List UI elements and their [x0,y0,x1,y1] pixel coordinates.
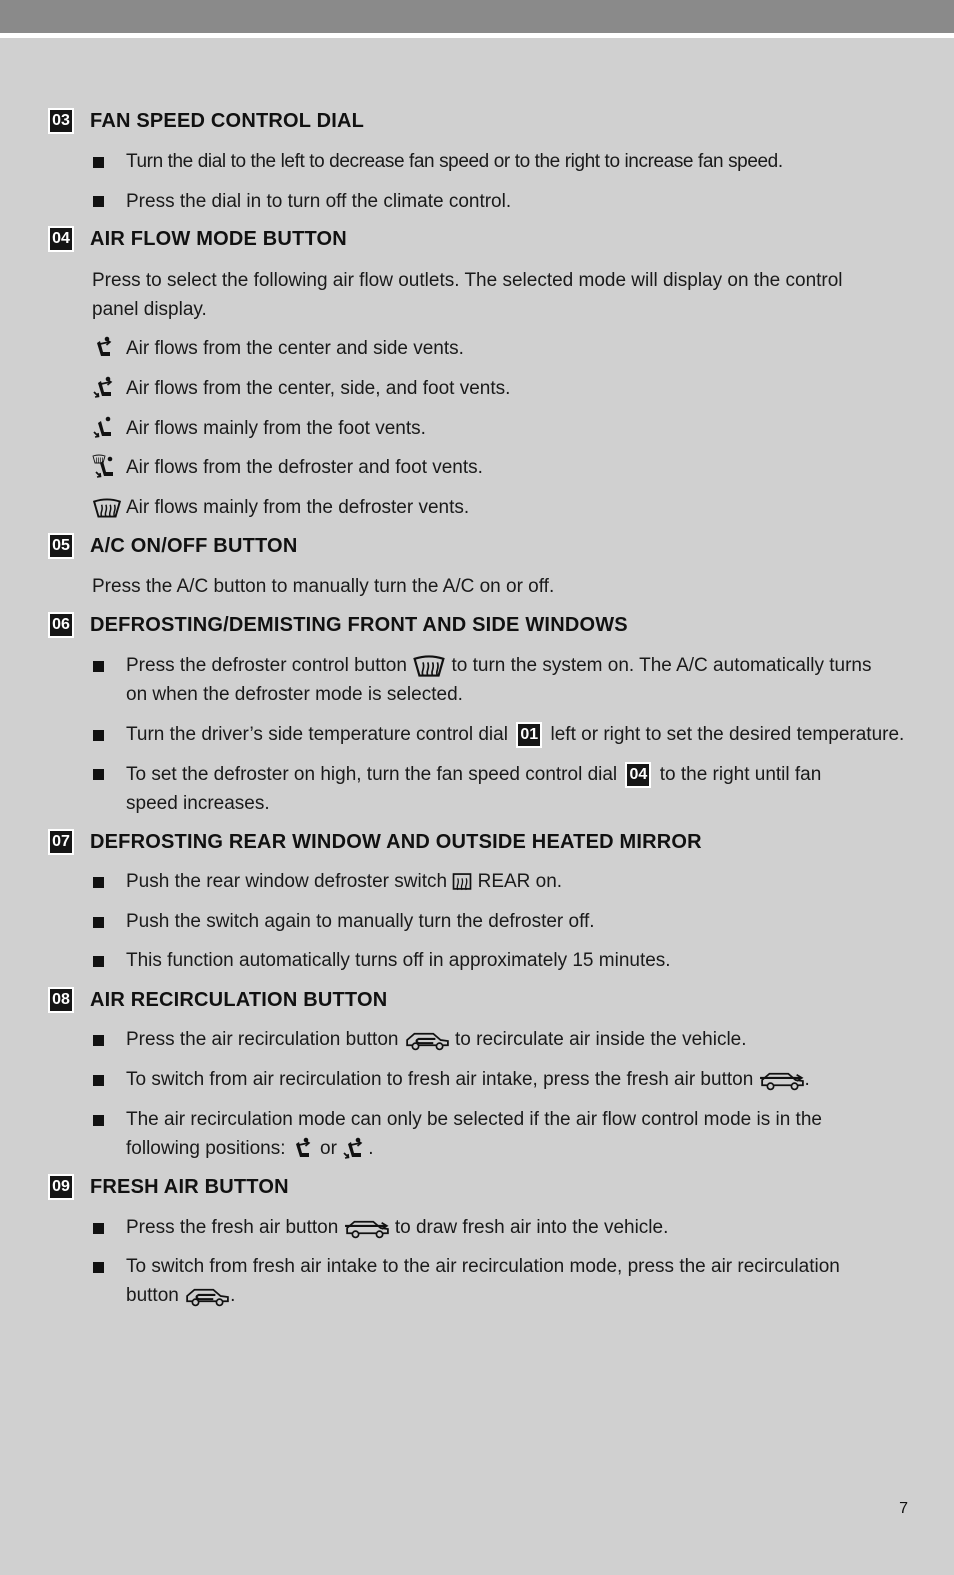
bullet-square [93,1035,104,1046]
section-number-badge: 04 [48,226,74,252]
bullet-text [126,1025,747,1054]
recirculation-icon [404,1029,450,1051]
section-number-badge: 08 [48,987,74,1013]
text-fragment: . [804,1069,810,1090]
bullet-text: on when the defroster mode is selected. [126,684,463,705]
bullet-square [93,1075,104,1086]
section-number-badge: 06 [48,612,74,638]
bullet-text [126,651,871,680]
mode-text: Air flows mainly from the foot vents. [126,418,426,439]
vent-center-side-icon [92,336,116,360]
text-fragment: to recirculate air inside the vehicle. [455,1029,747,1050]
text-fragment: To switch from air recirculation to fresh air intake, press the fresh air button [126,1069,754,1090]
defrost-icon [412,654,446,678]
text-fragment: following positions: [126,1138,286,1159]
bullet-square [93,769,104,780]
bullet-text: Push the switch again to manually turn the defroster off. [126,911,595,932]
text-fragment: . [230,1285,236,1306]
text-fragment: button [126,1285,179,1306]
reference-badge: 01 [516,722,542,748]
bullet-text [126,1065,810,1094]
text-fragment: REAR on. [477,871,563,892]
section-title: AIR RECIRCULATION BUTTON [90,988,388,1011]
bullet-square [93,1115,104,1126]
text-fragment: left or right to set the desired temperature. [550,724,905,745]
text-fragment: to turn the system on. The A/C automatically turns [451,655,872,676]
section-03-header [48,108,364,134]
vent-foot-icon [92,416,118,440]
vent-defrost-foot-icon [91,454,119,480]
bullet-square [93,730,104,741]
mode-text: Air flows from the center, side, and foot vents. [126,378,511,399]
section-05-header [48,533,297,559]
vent-center-side-foot-icon [342,1137,368,1161]
bullet-text [126,760,821,789]
section-number-badge: 05 [48,533,74,559]
bullet-text: The air recirculation mode can only be selected if the air flow control mode is in the [126,1109,822,1130]
bullet-text [126,1213,668,1242]
section-06-header [48,612,628,638]
defrost-icon [92,497,122,519]
bullet-square [93,196,104,207]
mode-text: Air flows from the defroster and foot vents. [126,457,483,478]
text-fragment: Press the fresh air button [126,1217,339,1238]
vent-center-side-icon [291,1137,315,1161]
bullet-text: Turn the dial to the left to decrease fan speed or to the right to increase fan speed. [126,151,783,172]
text-fragment: Push the rear window defroster switch [126,871,448,892]
section-number-badge: 07 [48,829,74,855]
text-fragment: or [320,1138,337,1159]
text-fragment: to draw fresh air into the vehicle. [394,1217,669,1238]
mode-text: Air flows mainly from the defroster vents. [126,497,470,518]
mode-text: Air flows from the center and side vents. [126,338,464,359]
section-title: DEFROSTING/DEMISTING FRONT AND SIDE WINDOWS [90,613,628,636]
bullet-text [126,867,562,896]
text-fragment: . [368,1138,374,1159]
section-number-badge: 09 [48,1174,74,1200]
text-fragment: Press the defroster control button [126,655,407,676]
fresh-air-icon [344,1217,390,1239]
bullet-text: This function automatically turns off in approximately 15 minutes. [126,950,671,971]
bullet-square [93,877,104,888]
text-fragment: To set the defroster on high, turn the fan speed control dial [126,764,618,785]
text-fragment: Turn the driver’s side temperature control dial [126,724,508,745]
section-04-header [48,226,347,252]
rear-defrost-icon [452,873,472,891]
bullet-square [93,917,104,928]
paragraph-line: panel display. [92,299,207,320]
recirculation-icon [184,1285,230,1307]
section-number-badge: 03 [48,108,74,134]
fresh-air-icon [759,1069,805,1091]
bullet-square [93,1262,104,1273]
bullet-square [93,157,104,168]
bullet-text [126,720,904,749]
bullet-text [126,1281,235,1310]
bullet-text [126,1134,374,1163]
section-title: FRESH AIR BUTTON [90,1175,289,1198]
bullet-square [93,956,104,967]
text-fragment: to the right until fan [659,764,822,785]
bullet-text: speed increases. [126,793,270,814]
section-08-header [48,987,387,1013]
section-title: DEFROSTING REAR WINDOW AND OUTSIDE HEATED MIRROR [90,830,702,853]
bullet-square [93,661,104,672]
bullet-text: To switch from fresh air intake to the air recirculation mode, press the air recirculation [126,1256,840,1277]
section-09-header [48,1174,289,1200]
paragraph-line: Press the A/C button to manually turn the A/C on or off. [92,576,555,597]
bullet-square [93,1223,104,1234]
vent-center-side-foot-icon [92,376,118,400]
section-title: A/C ON/OFF BUTTON [90,534,298,557]
section-title: FAN SPEED CONTROL DIAL [90,109,365,132]
section-title: AIR FLOW MODE BUTTON [90,227,347,250]
paragraph-line: Press to select the following air flow outlets. The selected mode will display on the control [92,270,843,291]
reference-badge: 04 [625,762,651,788]
text-fragment: Press the air recirculation button [126,1029,399,1050]
section-07-header [48,829,702,855]
bullet-text: Press the dial in to turn off the climate control. [126,191,512,212]
page-number: 7 [899,1500,908,1517]
